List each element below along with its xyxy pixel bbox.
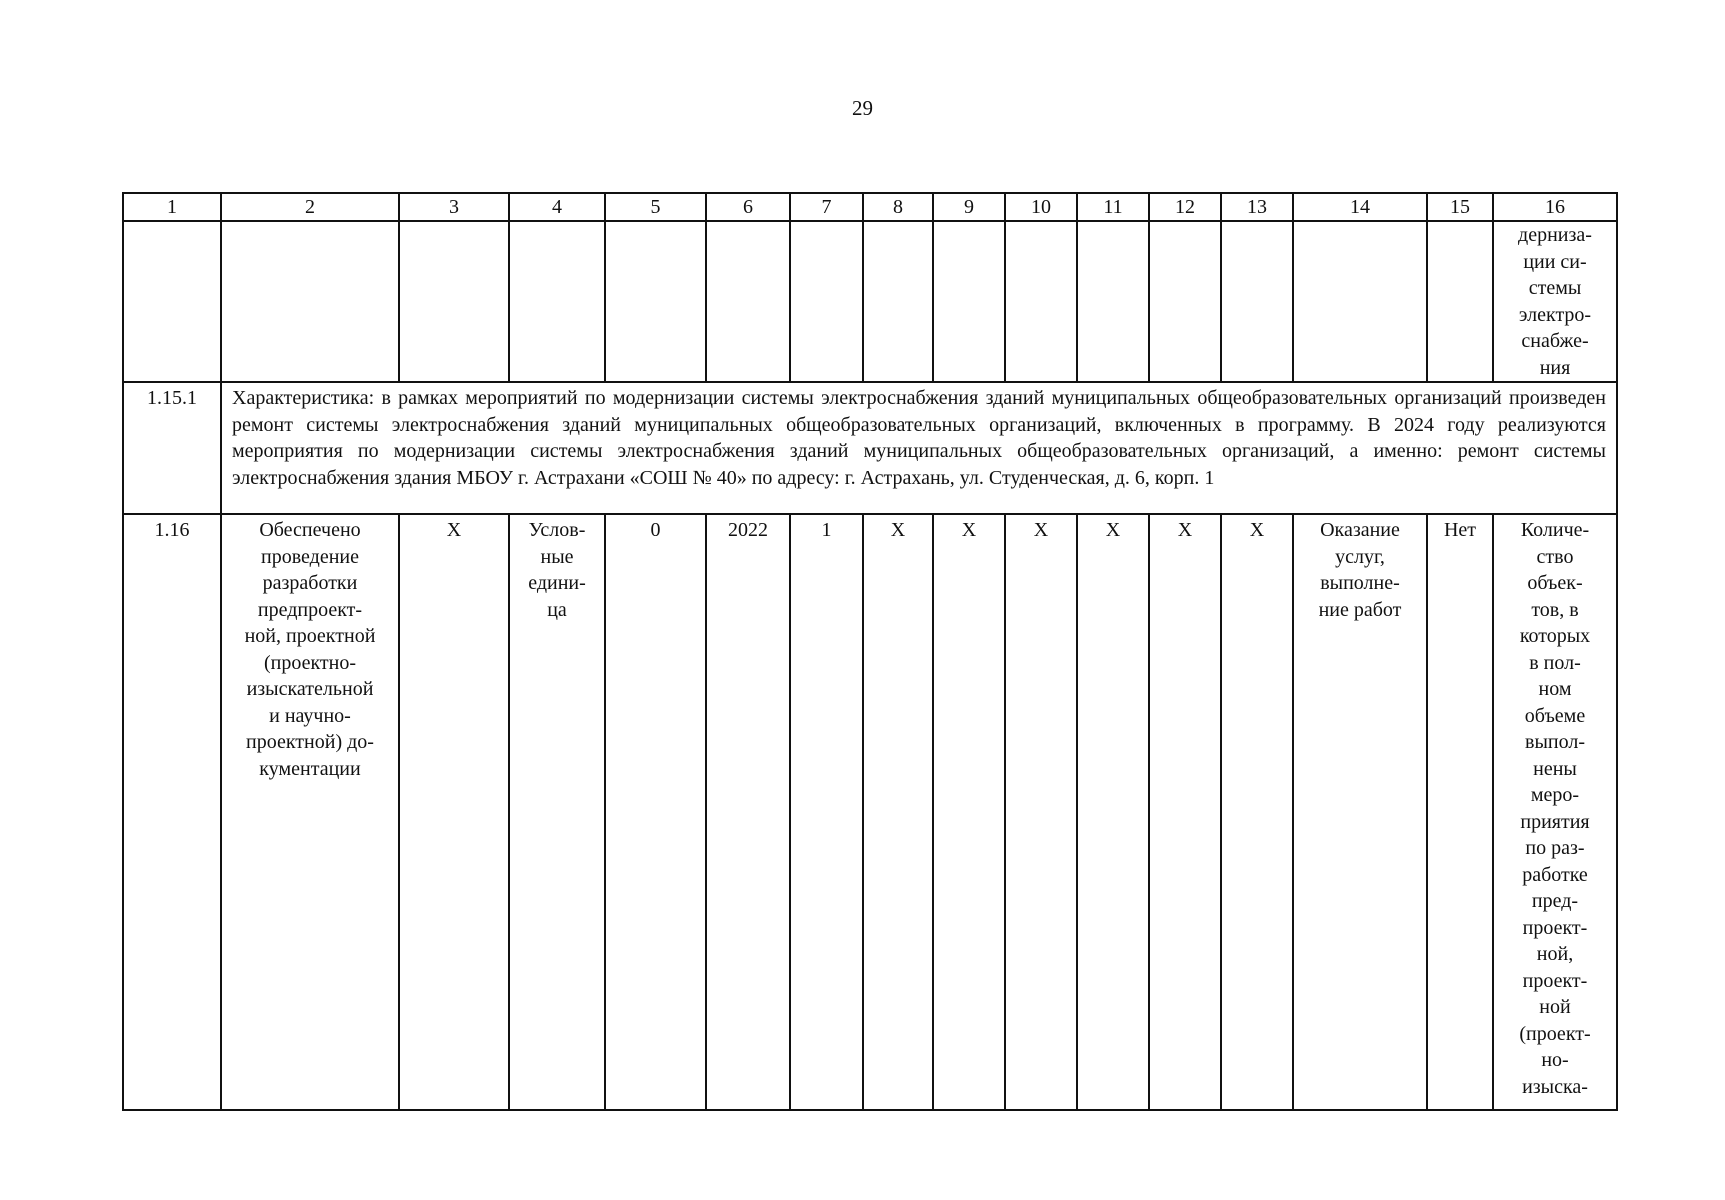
base-value-cell: 0 [605, 514, 706, 1110]
column-number: 1 [123, 193, 221, 221]
column-number: 13 [1221, 193, 1293, 221]
indicator-note-cell [1493, 514, 1617, 1110]
unit-line: ца [547, 598, 567, 621]
result-name-line: изыскательной [246, 678, 374, 700]
indicator-note-line: в пол- [1529, 651, 1581, 674]
row-number: 1.16 [123, 514, 221, 1110]
indicator-note-line: стемы [1528, 277, 1582, 299]
indicator-note-line: объеме [1524, 704, 1586, 727]
column-number: 7 [790, 193, 863, 221]
result-name-line: (проектно- [263, 651, 357, 674]
indicator-note-line: которых [1519, 625, 1591, 647]
result-name-line: кументации [259, 757, 361, 780]
indicator-note-line: электро- [1518, 303, 1592, 326]
table-cell: X [863, 514, 933, 1110]
table-cell: X [1005, 514, 1077, 1110]
column-number: 2 [221, 193, 399, 221]
unit-cell [509, 514, 605, 1110]
indicator-note-line: ной [1539, 996, 1571, 1018]
column-number: 6 [706, 193, 790, 221]
empty-cell [706, 221, 790, 382]
empty-cell [1005, 221, 1077, 382]
table-cell: Нет [1427, 514, 1493, 1110]
empty-cell [933, 221, 1005, 382]
indicator-note-line: ния [1539, 356, 1571, 379]
indicator-note-line: работке [1522, 863, 1588, 886]
empty-cell [605, 221, 706, 382]
column-number: 10 [1005, 193, 1077, 221]
indicator-note-line: объек- [1527, 572, 1583, 594]
indicator-note-line: ции си- [1523, 250, 1587, 273]
column-number: 5 [605, 193, 706, 221]
characteristic-text: Характеристика: в рамках мероприятий по модернизации системы электроснабжения зданий муниципальных общеобразовательных организаций произведен ремонт системы электроснабжения зданий муниципальных общеобразовательных организаций, включенных в программу. В 2024 году реализуются мероприятия по модернизации системы электроснабжения зданий муниципальных общеобразовательных организаций, а именно: ремонт системы электроснабжения здания МБОУ г. Астрахани «СОШ № 40» по адресу: г. Астрахань, ул. Студенческая, д. 6, корп. 1 [221, 382, 1617, 514]
empty-cell [399, 221, 509, 382]
indicator-note-line: тов, в [1531, 598, 1579, 621]
result-name-line: предпроект- [257, 598, 363, 621]
result-name-line: Обеспечено [259, 519, 361, 541]
page-number: 29 [852, 96, 873, 120]
characteristic-row [123, 382, 1617, 514]
indicator-note-line: Количе- [1520, 519, 1590, 541]
empty-cell [863, 221, 933, 382]
indicator-note-line: приятия [1520, 810, 1590, 833]
result-name-cell [221, 514, 399, 1110]
indicator-note-line: меро- [1530, 784, 1580, 806]
empty-cell [1293, 221, 1427, 382]
indicator-note-line: дерниза- [1518, 224, 1592, 246]
column-number: 11 [1077, 193, 1149, 221]
base-year-cell: 2022 [706, 514, 790, 1110]
empty-cell [221, 221, 399, 382]
empty-cell [509, 221, 605, 382]
empty-cell [123, 221, 221, 382]
empty-cell [1221, 221, 1293, 382]
indicator-note-line: нены [1533, 757, 1577, 780]
indicator-note-line: ство [1536, 545, 1574, 568]
unit-line: едини- [528, 572, 586, 594]
column-number: 12 [1149, 193, 1221, 221]
column-number-row [123, 193, 1617, 221]
result-type-line: Оказание [1320, 519, 1400, 541]
indicator-note-line: ном [1538, 678, 1572, 700]
table-cell: X [1077, 514, 1149, 1110]
table-cell: X [1221, 514, 1293, 1110]
column-number: 15 [1427, 193, 1493, 221]
table-row [123, 514, 1617, 1110]
indicator-note-cell [1493, 221, 1617, 382]
empty-cell [1077, 221, 1149, 382]
result-type-line: услуг, [1335, 545, 1385, 568]
indicator-note-line: проект- [1522, 969, 1588, 992]
result-type-line: выполне- [1320, 572, 1400, 594]
indicator-note-line: но- [1541, 1049, 1569, 1071]
empty-cell [790, 221, 863, 382]
result-type-cell [1293, 514, 1427, 1110]
result-type-line: ние работ [1318, 598, 1402, 621]
indicator-note-line: изыска- [1522, 1075, 1588, 1098]
table-cell: 1 [790, 514, 863, 1110]
column-number: 4 [509, 193, 605, 221]
column-number: 8 [863, 193, 933, 221]
indicator-note-line: выпол- [1525, 731, 1585, 753]
table-cell: X [399, 514, 509, 1110]
column-number: 3 [399, 193, 509, 221]
result-name-line: ной, проектной [244, 625, 376, 647]
continuation-row [123, 221, 1617, 382]
indicator-note-line: проект- [1522, 916, 1588, 939]
column-number: 9 [933, 193, 1005, 221]
result-name-line: проектной) до- [246, 731, 374, 753]
empty-cell [1149, 221, 1221, 382]
result-name-line: проведение [261, 545, 359, 568]
column-number: 14 [1293, 193, 1427, 221]
indicator-note-line: снабже- [1521, 330, 1589, 352]
row-number: 1.15.1 [123, 382, 221, 514]
indicator-note-line: ной, [1536, 943, 1574, 965]
indicator-note-line: (проект- [1519, 1022, 1591, 1045]
table-cell: X [1149, 514, 1221, 1110]
indicator-note-line: по раз- [1525, 837, 1585, 859]
program-table [122, 192, 1618, 1111]
indicator-note-line: пред- [1531, 890, 1579, 912]
column-number: 16 [1493, 193, 1617, 221]
table-cell: X [933, 514, 1005, 1110]
unit-line: Услов- [528, 519, 586, 541]
unit-line: ные [540, 545, 574, 568]
result-name-line: и научно- [269, 704, 351, 727]
empty-cell [1427, 221, 1493, 382]
result-name-line: разработки [262, 572, 358, 594]
